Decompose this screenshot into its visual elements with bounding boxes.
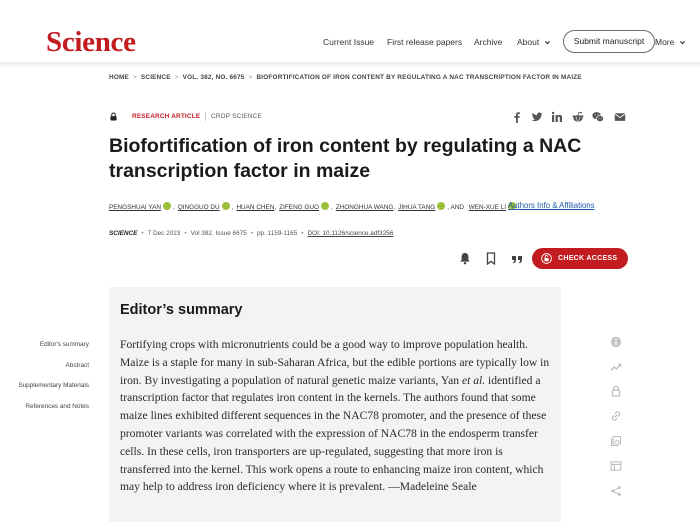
lock-icon bbox=[110, 112, 117, 121]
sidenav-editors-summary[interactable]: Editor's summary bbox=[39, 341, 89, 348]
summary-text-part: identified a transcription factor that regulates iron content in the kernels. The authors found that some maize lines exhibited different sequences in the NAC78 promoter, and the presence of these promoter variants was correlated with the expression of NAC78 in the endosperm transfer cells. In these cells, iron transporters are up-regulated, suggesting that more iron is transferred into the kernel. This work opens a route to enhancing maize iron content, which may help to address iron deficiency where it is prevalent. —Madeleine Seale bbox=[120, 373, 547, 494]
citation-line: SCIENCE • 7 Dec 2023 • Vol 382, Issue 6675 • pp. 1159-1165 • DOI: 10.1126/science.adf3256 bbox=[109, 230, 394, 237]
sidenav-supplementary[interactable]: Supplementary Materials bbox=[18, 382, 89, 389]
link-icon[interactable] bbox=[610, 410, 622, 422]
editors-summary-text bbox=[120, 336, 550, 496]
author-link[interactable]: JIHUA TANG bbox=[398, 204, 436, 211]
sidenav-references[interactable]: References and Notes bbox=[25, 403, 89, 410]
page-range: pp. 1159-1165 bbox=[257, 230, 298, 237]
chevron-down-icon bbox=[679, 39, 686, 46]
article-type-label: RESEARCH ARTICLE bbox=[132, 113, 201, 120]
journal-name[interactable]: SCIENCE bbox=[109, 230, 138, 237]
author-list: PENGSHUAI YAN , QINGGUO DU , HUAN CHEN, ZIFENG GUO , ZHONGHUA WANG, JIHUA TANG , AND WEN-XUE LI bbox=[109, 202, 518, 213]
breadcrumb bbox=[109, 74, 582, 81]
share-icon[interactable] bbox=[610, 485, 622, 497]
twitter-icon[interactable] bbox=[531, 111, 543, 123]
authors-affiliations-link[interactable]: Authors Info & Affiliations bbox=[508, 201, 595, 210]
tables-icon[interactable] bbox=[610, 460, 622, 472]
facebook-icon[interactable] bbox=[511, 111, 523, 123]
nav-first-release[interactable]: First release papers bbox=[387, 37, 463, 47]
info-icon[interactable] bbox=[610, 336, 622, 348]
alert-bell-icon[interactable] bbox=[459, 252, 471, 265]
media-icon[interactable] bbox=[610, 435, 622, 447]
breadcrumb-separator: > bbox=[132, 74, 137, 81]
article-subject-label[interactable]: CROP SCIENCE bbox=[211, 113, 262, 120]
article-title: Biofortification of iron content by regulating a NAC transcription factor in maize bbox=[109, 135, 582, 182]
breadcrumb-science[interactable]: SCIENCE bbox=[140, 74, 171, 81]
breadcrumb-article: BIOFORTIFICATION OF IRON CONTENT BY REGULATING A NAC TRANSCRIPTION FACTOR IN MAIZE bbox=[256, 74, 582, 81]
science-logo[interactable]: Science bbox=[46, 26, 136, 58]
chevron-down-icon bbox=[544, 39, 551, 46]
email-icon[interactable] bbox=[614, 111, 626, 123]
wechat-icon[interactable] bbox=[592, 111, 604, 123]
orcid-icon[interactable] bbox=[163, 202, 171, 210]
volume-issue[interactable]: Vol 382, Issue 6675 bbox=[190, 230, 247, 237]
nav-about[interactable] bbox=[517, 36, 551, 48]
orcid-icon[interactable] bbox=[437, 202, 445, 210]
divider bbox=[205, 112, 206, 121]
orcid-icon[interactable] bbox=[321, 202, 329, 210]
nav-archive[interactable]: Archive bbox=[474, 37, 503, 47]
author-link[interactable]: HUAN CHEN bbox=[236, 204, 275, 211]
doi-link[interactable]: DOI: 10.1126/science.adf3256 bbox=[307, 230, 394, 237]
breadcrumb-separator: > bbox=[174, 74, 179, 81]
author-link[interactable]: ZIFENG GUO bbox=[279, 204, 319, 211]
lock-open-icon bbox=[541, 253, 552, 264]
breadcrumb-volume[interactable]: VOL. 382, NO. 6675 bbox=[182, 74, 245, 81]
linkedin-icon[interactable] bbox=[551, 111, 563, 123]
check-access-label: CHECK ACCESS bbox=[558, 255, 618, 262]
publish-date: 7 Dec 2023 bbox=[147, 230, 181, 237]
nav-more[interactable] bbox=[655, 36, 686, 48]
sidenav-abstract[interactable]: Abstract bbox=[65, 362, 89, 369]
breadcrumb-separator: > bbox=[248, 74, 253, 81]
header-shadow bbox=[0, 62, 700, 68]
editors-summary-heading: Editor’s summary bbox=[120, 302, 243, 318]
orcid-icon[interactable] bbox=[222, 202, 230, 210]
summary-text-italic: et al. bbox=[461, 373, 486, 387]
author-link[interactable]: WEN-XUE LI bbox=[468, 204, 507, 211]
nav-current-issue[interactable]: Current Issue bbox=[323, 37, 375, 47]
bookmark-icon[interactable] bbox=[485, 252, 497, 265]
nav-more-label: More bbox=[655, 37, 675, 47]
summary-text-part: Fortifying crops with micronutrients could be a good way to improve population health. Maize is a staple for many in sub-Saharan Africa, but the edible portions are typically low in iron. By investigating a population of natural genetic maize variants, Yan bbox=[120, 338, 550, 387]
metrics-icon[interactable] bbox=[610, 361, 622, 373]
nav-about-label: About bbox=[517, 37, 540, 47]
author-and-label: , AND bbox=[447, 204, 464, 211]
author-link[interactable]: PENGSHUAI YAN bbox=[109, 204, 161, 211]
author-link[interactable]: ZHONGHUA WANG bbox=[335, 204, 394, 211]
lock-icon[interactable] bbox=[610, 385, 622, 397]
check-access-button[interactable] bbox=[532, 248, 628, 269]
breadcrumb-home[interactable]: HOME bbox=[109, 74, 129, 81]
author-link[interactable]: QINGGUO DU bbox=[177, 204, 220, 211]
submit-manuscript-button[interactable]: Submit manuscript bbox=[563, 30, 655, 53]
quote-icon[interactable] bbox=[511, 252, 523, 265]
reddit-icon[interactable] bbox=[572, 111, 584, 123]
site-header bbox=[0, 0, 700, 62]
